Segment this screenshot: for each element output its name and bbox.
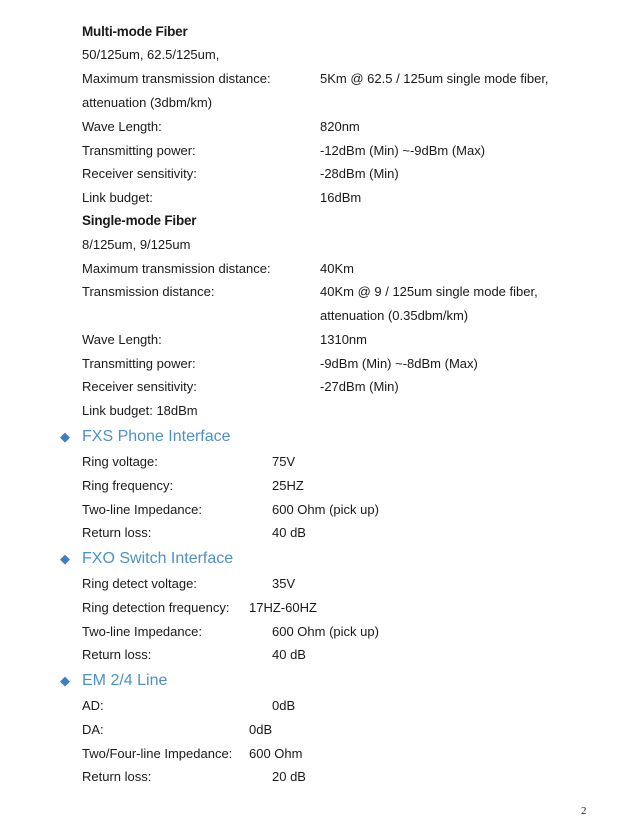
multimode-tx-power-value: -12dBm (Min) ~-9dBm (Max) [320, 143, 486, 158]
fxs-ring-frequency-value: 25HZ [272, 478, 304, 493]
singlemode-spec: 8/125um, 9/125um [82, 237, 191, 252]
fxs-return-loss-label: Return loss: [82, 525, 152, 540]
fxs-ring-voltage-value: 75V [272, 454, 296, 469]
multimode-attenuation: attenuation (3dbm/km) [82, 95, 213, 110]
singlemode-wavelength-value: 1310nm [320, 332, 367, 347]
fxo-section-title: FXO Switch Interface [82, 550, 234, 567]
em-da-value: 0dB [249, 722, 273, 737]
multimode-tx-power-label: Transmitting power: [82, 143, 196, 158]
multimode-max-distance-label: Maximum transmission distance: [82, 71, 271, 86]
em-return-loss-value: 20 dB [272, 769, 306, 784]
em-ad-label: AD: [82, 698, 104, 713]
multimode-rx-sensitivity-value: -28dBm (Min) [320, 166, 399, 181]
fxs-impedance-value: 600 Ohm (pick up) [272, 502, 379, 517]
singlemode-tx-power-value: -9dBm (Min) ~-8dBm (Max) [320, 356, 478, 371]
fxo-impedance-value: 600 Ohm (pick up) [272, 624, 379, 639]
multimode-rx-sensitivity-label: Receiver sensitivity: [82, 166, 197, 181]
fxo-ring-detection-frequency-value: 17HZ-60HZ [249, 600, 317, 615]
em-bullet-icon: ◆ [60, 673, 70, 688]
multimode-max-distance-value: 5Km @ 62.5 / 125um single mode fiber, [320, 71, 549, 86]
singlemode-rx-sensitivity-label: Receiver sensitivity: [82, 379, 197, 394]
fxs-bullet-icon: ◆ [60, 429, 70, 444]
singlemode-transmission-distance-value: 40Km @ 9 / 125um single mode fiber, [320, 284, 538, 299]
fxs-section-title: FXS Phone Interface [82, 428, 231, 445]
em-ad-value: 0dB [272, 698, 296, 713]
em-impedance-value: 600 Ohm [249, 746, 303, 761]
em-return-loss-label: Return loss: [82, 769, 152, 784]
singlemode-attenuation: attenuation (0.35dbm/km) [320, 308, 469, 323]
page-number: 2 [581, 805, 587, 817]
multimode-spec: 50/125um, 62.5/125um, [82, 47, 220, 62]
fxo-ring-detect-voltage-value: 35V [272, 576, 296, 591]
singlemode-link-budget: Link budget: 18dBm [82, 403, 198, 418]
fxo-return-loss-label: Return loss: [82, 647, 152, 662]
multimode-wavelength-value: 820nm [320, 119, 360, 134]
em-impedance-label: Two/Four-line Impedance: [82, 746, 233, 761]
singlemode-max-distance-value: 40Km [320, 261, 354, 276]
fxo-return-loss-value: 40 dB [272, 647, 306, 662]
singlemode-rx-sensitivity-value: -27dBm (Min) [320, 379, 399, 394]
fxo-impedance-label: Two-line Impedance: [82, 624, 202, 639]
em-section-title: EM 2/4 Line [82, 672, 168, 689]
singlemode-heading: Single-mode Fiber [82, 213, 197, 228]
singlemode-transmission-distance-label: Transmission distance: [82, 284, 215, 299]
fxs-ring-frequency-label: Ring frequency: [82, 478, 174, 493]
multimode-link-budget-value: 16dBm [320, 190, 362, 205]
fxo-ring-detection-frequency-label: Ring detection frequency: [82, 600, 230, 615]
singlemode-max-distance-label: Maximum transmission distance: [82, 261, 271, 276]
multimode-heading: Multi-mode Fiber [82, 24, 188, 39]
em-da-label: DA: [82, 722, 104, 737]
multimode-wavelength-label: Wave Length: [82, 119, 162, 134]
singlemode-wavelength-label: Wave Length: [82, 332, 162, 347]
fxs-return-loss-value: 40 dB [272, 525, 306, 540]
fxs-impedance-label: Two-line Impedance: [82, 502, 202, 517]
fxo-bullet-icon: ◆ [60, 551, 70, 566]
fxo-ring-detect-voltage-label: Ring detect voltage: [82, 576, 197, 591]
fxs-ring-voltage-label: Ring voltage: [82, 454, 158, 469]
singlemode-tx-power-label: Transmitting power: [82, 356, 196, 371]
multimode-link-budget-label: Link budget: [82, 190, 153, 205]
